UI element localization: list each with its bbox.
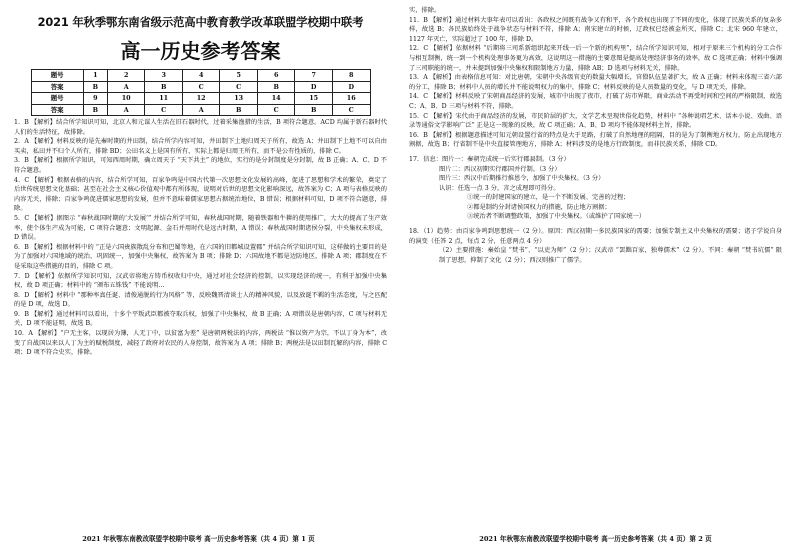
page-two — [397, 0, 794, 550]
question-18 — [409, 227, 782, 265]
q17-line-3: 图片三：西汉中后期推行推恩令，加强了中央集权。（3 分） — [439, 175, 605, 183]
answer-table-cell: B — [220, 104, 258, 116]
answer-table-cell: 13 — [220, 93, 258, 105]
answer-explanation: 实，排除。 — [409, 7, 441, 14]
answer-explanation: 11．B 【解析】通过材料大事年表可以看出：各政权之间既有战争又有和平，各个政权也出现了不同的变化，体现了民族关系的复杂多样，故选 B；各民族始终处于战争状态与材料不符，排除 A；南宋建立的时候，辽政权已经被金所灭，排除 C；北宋 960 年建立，1127 年灭亡，实际超过了 100 年，排除 D。 — [409, 16, 782, 43]
answer-explanation: 7．D 【解析】依据所学知识可知，汉武帝将地方铸币权收归中央，通过对社会经济的控制，以实现经济的统一，有利于加强中央集权，故 D 项正确；材料中的 “颁布五铢钱” 不能说明... — [14, 272, 387, 290]
answer-explanation: 13．A 【解析】由表格信息可知：对比唐朝，宋朝中央各级官吏的数量大幅增长，官僚队伍显著扩大，故 A 正确；材料未体现三省六部的分工，排除 B；材料中人员的增长并不能说明权力的集中，排除 C；材料反映的是人员数量的变化，与 D 项无关，排除。 — [409, 74, 782, 91]
q17-conclusion: 认识：任选一点 3 分，言之成理即可得分。 — [439, 184, 560, 192]
q17-line-1: 图片一：秦朝完成统一后实行郡县制。（3 分） — [441, 155, 570, 163]
answer-explanation: 1．B 【解析】结合所学知识可知，北京人和元谋人生活在旧石器时代，过着采集渔猎的生活，B 项符合题意。ACD 均属于新石器时代人们的生活特征，故排除。 — [14, 119, 387, 136]
right-answers — [409, 6, 782, 150]
footer-right: 2021 年秋鄂东南教改联盟学校期中联考 高一历史参考答案（共 4 页）第 2 页 — [479, 535, 712, 543]
q17-label: 17．信息： — [409, 155, 442, 163]
answer-explanation: 6．B 【解析】根据材料中的 “正是六国贵族散乱分布和巴蜀等地，在六国的旧都城设置郡” 并结合所学知识可知，这样做的主要目的是为了加强对六国地域的统治，巩固统一，加强中央集权，故答案为 B 项；排除 D；六国故地不都是边防地区，排除 A 项；郡制度在不是采取这些措施的目的，排除 C 项。 — [14, 243, 387, 270]
answer-explanation: 8．D 【解析】材料中 “那种率真任诞、清俊通脱的行为风格” 等，反映魏晋清谈士人的精神风貌，以及放诞不羁的生活态度，与之匹配的是 D 项，故选 D。 — [14, 291, 387, 309]
answer-table-cell: C — [257, 104, 295, 116]
answer-table-cell: A — [107, 81, 145, 93]
answer-explanation: 12．C 【解析】依据材料 “后期将三司系新组织起来开线一后一个新的机构里”，结合所学知识可知，相对于原来三个机构的分工合作与相互制衡，统一到一个机构处理事务更为高效，这说明这一措施的主要意图是提高处理经济事务的效率，故 C 选项正确；材料中强调了三司职能的统一，并未提到加强中央集权和限制地方力量，排除 AB；D 选项与材料无关，排除。 — [409, 45, 782, 72]
q18-line-1: （1）趋势：由百家争鸣到思想统一（2 分）。原因：西汉初期一多民族国家的需要；加强专制主义中央集权的需要；诸子学说自身的演变（任答 2 点，每点 2 分，任意两点 4 分） — [409, 228, 783, 245]
answer-table-cell: D — [295, 81, 333, 93]
answer-table-cell: B — [295, 104, 333, 116]
answer-table-cell: 16 — [332, 93, 370, 105]
answer-table-header-cell: 答案 — [31, 104, 83, 116]
q17-line-2: 图片二：西汉初期实行郡国并行制。（3 分） — [439, 165, 561, 173]
answer-explanation: 3．B 【解析】根据所学知识，可知西周时期，确立周天子 “天下共主” 的地位，实行的是分封制度是分封制，故 B 正确；A、C、D 不符合题意。 — [14, 157, 387, 174]
answer-table-cell: C — [220, 81, 258, 93]
answer-table-cell: 12 — [182, 93, 220, 105]
answer-table-cell: B — [145, 81, 183, 93]
answer-table-row — [31, 70, 370, 82]
q18-line-2: （2）主要措施：秦始皇 “焚书”、“以吏为师”（2 分）；汉武帝 “罢黜百家，独尊儒术”（2 分）。不同：秦朝 “焚书坑儒” 限制了思想，抑制了文化（2 分）；西汉则推广了儒学。 — [439, 247, 782, 264]
answer-table-row — [31, 81, 370, 93]
exam-title: 2021 年秋季鄂东南省级示范高中教育教学改革联盟学校期中联考 — [37, 15, 364, 29]
answer-table-cell: 15 — [295, 93, 333, 105]
answer-table-cell: 11 — [145, 93, 183, 105]
answer-table-cell: A — [182, 104, 220, 116]
answer-table-cell: B — [83, 81, 107, 93]
answer-table-cell: 1 — [83, 70, 107, 82]
answer-explanation: 5．C 【解析】据图示 “春秋战国时期的‘大发展’” 并结合所学可知，春秋战国时期，随着铁器和牛耕的使用推广，大大的提高了生产效率，使个体生产成为可能，C 项符合题意；文明起源、金石并用时代是远古时期，A 错误；春秋战国时期诸侯分裂，中央集权未形成，D 错误。 — [14, 214, 387, 242]
answer-table-cell: 7 — [295, 70, 333, 82]
answer-table-cell: 8 — [332, 70, 370, 82]
answer-table-cell: 10 — [107, 93, 145, 105]
answer-explanation: 2．A 【解析】材料反映的是先秦时期的井田制，结合所学内容可知，井田制下土地归周天子所有，故选 A；井田制下土地不可以自由买卖，私田并不归个人所有，排除 BD；公田名义上是国有所有，实际上都是归周王所有，而不是公有性质的，排除 C。 — [14, 138, 387, 155]
answer-table-header-cell: 题号 — [31, 93, 83, 105]
answer-key-title: 高一历史参考答案 — [120, 39, 281, 63]
answer-explanation: 14．C 【解析】材料反映了宋朝商品经济的发展，城市中出现了夜市，打破了坊市界限，商业活动不再受时间和空间的严格限制，故选 C；A、B、D 三项与材料不符，排除。 — [409, 93, 782, 110]
answer-table-cell: D — [332, 81, 370, 93]
answer-table-cell: 6 — [257, 70, 295, 82]
q18-label: 18． — [409, 228, 424, 236]
answer-table-cell: 2 — [107, 70, 145, 82]
answer-explanation: 9．B 【解析】通过材料可以看出，十多个平叛武臣都被夺取兵权，加强了中央集权，故 B 正确；A 项错误是唐朝内容，C 项与材料无关，D 项不能证明，故选 B。 — [14, 310, 387, 328]
answer-table-cell: A — [107, 104, 145, 116]
q17-point-3: ③统治者不断调整政策，加强了中央集权。（或维护了国家统一） — [467, 213, 646, 221]
answer-explanation: 16．B 【解析】根据题意描述可知元朝设置行省的特点是大于足路，打破了自然地理的阻隔，目的是为了制衡地方权力，防止出现地方割据，故选 B；行省制不是中央直接管理地方，排除 A；材料涉及的是地方行政制度，而非民族关系，排除 CD。 — [409, 131, 782, 149]
answer-table-cell: 9 — [83, 93, 107, 105]
answer-table-cell: B — [257, 81, 295, 93]
answer-table-cell: 3 — [145, 70, 183, 82]
question-17 — [409, 155, 782, 222]
answer-table-header-cell: 题号 — [31, 70, 83, 82]
q17-point-1: ①统一的封建国家的建立，是一个不断发展、完善的过程； — [467, 194, 630, 202]
left-answers — [14, 118, 387, 358]
answer-table-cell: 4 — [182, 70, 220, 82]
answer-explanation: 4．C 【解析】根据表格的内容，结合所学可知，百家争鸣是中国古代第一次思想文化发展的高峰，促进了思想和学术的繁荣，奠定了后世传统思想文化基础；甚至在社会主义核心价值观中都有所体现，说明对后世的思想文化影响深远，故答案为 C；A 项与表格反映的内容无关，排除；百家争鸣促进儒家思想的发展，但并不意味着儒家思想占据统治地位，B 错误；根据材料可知，D 项不符合题意，排除。 — [14, 176, 387, 213]
footer-left: 2021 年秋鄂东南教改联盟学校期中联考 高一历史参考答案（共 4 页）第 1 页 — [82, 535, 315, 543]
answer-table-cell: 14 — [257, 93, 295, 105]
answer-table-row — [31, 93, 370, 105]
answer-table — [31, 69, 371, 116]
answer-explanation: 15．C 【解析】宋代由于商品经济的发展，市民阶层的扩大，文学艺术呈现世俗化趋势，材料中 “各种说唱艺术、话本小说、戏曲、语录等通俗文学影响广泛” 正是这一现象的反映，故 C 项正确；A、B、D 项均不能体现材料主旨，排除。 — [409, 112, 782, 130]
answer-table-cell: 5 — [220, 70, 258, 82]
answer-table-row — [31, 104, 370, 116]
answer-table-cell: B — [83, 104, 107, 116]
answer-table-cell: C — [182, 81, 220, 93]
answer-table-header-cell: 答案 — [31, 81, 83, 93]
answer-table-cell: C — [145, 104, 183, 116]
answer-table-cell: C — [332, 104, 370, 116]
answer-explanation: 10．A 【解析】“户无主客，以现居为簿，人无丁中，以贫富为差” 是唐朝两税法的内容，两税法 “惟以资产为宗，不以丁身为本”，改变了自战国以来以人丁为主的赋税制度，减轻了政府对农民的人身控制，故答案为 A 项；排除 B；两税法是以田制瓦解的内容，排除 C 项；D 项不符合史实，排除。 — [14, 330, 387, 357]
q17-point-2: ②都是制约分封诸侯国权力的措施，防止地方割据； — [467, 203, 611, 211]
